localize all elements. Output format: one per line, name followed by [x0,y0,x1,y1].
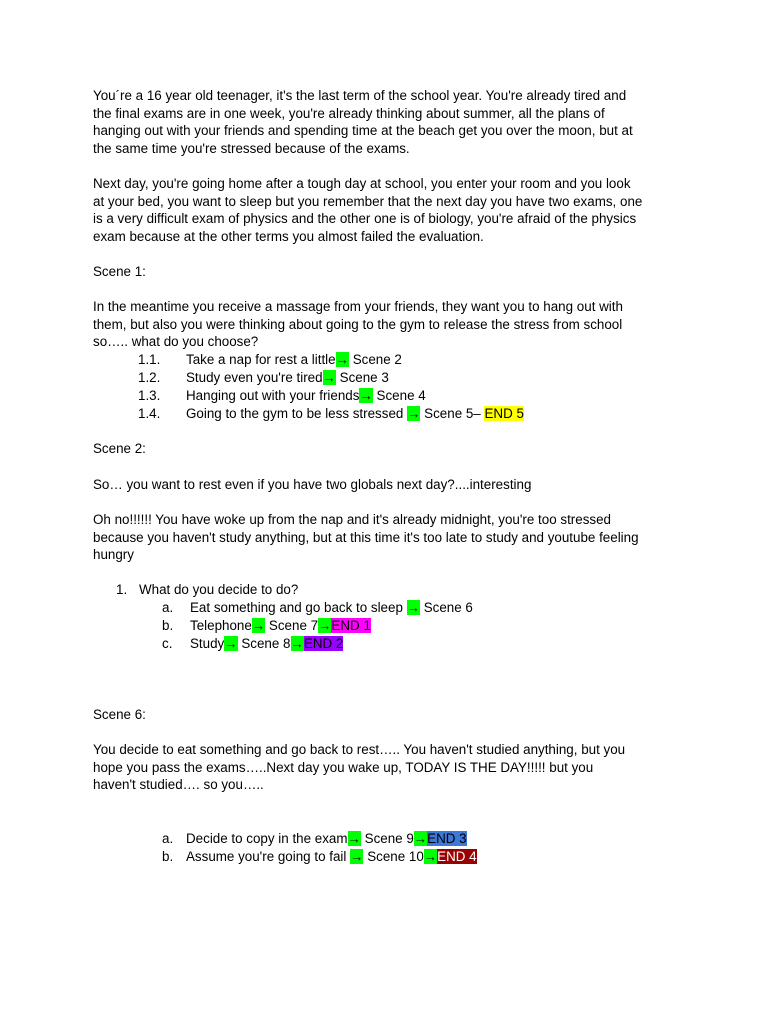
text-line: So… you want to rest even if you have two globals next day?....interesting [93,477,532,492]
arrow-icon: → [251,618,266,633]
option-number: 1.2. [138,370,161,385]
scene1-text [93,298,683,351]
option-target: Scene 3 [335,370,389,385]
end-badge: END 4 [437,849,477,864]
option-target: Scene 9 [360,831,414,846]
scene2-question [116,581,298,599]
text-line: because you haven't study anything, but at this time it's too late to study and youtube feeling [93,529,639,545]
arrow-icon: → [224,636,238,651]
intro-paragraph-1 [93,87,683,158]
text-line: at your bed, you want to sleep but you remember that the next day you have two exams, one [93,193,643,209]
option-target: Scene 4 [372,388,426,403]
scene6-option-b [162,848,477,866]
option-text: Eat something and go back to sleep [190,600,407,615]
arrow-icon: → [407,406,421,421]
scene2-option-a [162,599,473,617]
text-line: hungry [93,547,134,563]
arrow-icon: → [350,849,364,864]
heading-text: Scene 2: [93,441,146,456]
option-text: Decide to copy in the exam [186,831,348,846]
option-letter: a. [162,600,174,615]
text-line: so….. what do you choose? [93,334,259,350]
end-badge: END 1 [331,618,371,633]
option-text: Telephone [190,618,252,633]
scene1-option-2 [138,369,389,387]
heading-text: Scene 1: [93,264,146,279]
option-text: Assume you're going to fail [186,849,351,864]
scene1-option-4 [138,405,524,423]
arrow-icon: → [406,600,421,615]
option-number: 1.3. [138,388,161,403]
scene2-heading [93,440,683,458]
question-text: What do you decide to do? [139,582,299,597]
option-letter: a. [162,831,174,846]
end-badge: END 2 [303,636,344,651]
option-text: Hanging out with your friends [186,388,360,403]
scene2-option-b [162,617,371,635]
arrow-icon: → [322,370,336,385]
text-line: the same time you're stressed because of the exams. [93,141,410,157]
intro-paragraph-2 [93,175,683,246]
text-line: exam because at the other terms you almost failed the evaluation. [93,229,484,245]
text-line: is a very difficult exam of physics and the other one is of biology, you're afraid of the physics [93,211,637,227]
text-line: hope you pass the exams…..Next day you wake up, TODAY IS THE DAY!!!!! but you [93,759,594,775]
option-target: Scene 5– [420,406,485,421]
question-number: 1. [116,582,128,597]
arrow-icon: → [290,636,304,651]
arrow-icon: → [347,831,361,846]
scene6-heading [93,706,683,724]
text-line: them, but also you were thinking about going to the gym to release the stress from school [93,316,623,332]
arrow-icon: → [413,831,428,846]
scene2-option-c [162,635,343,653]
text-line: haven't studied…. so you….. [93,777,264,793]
option-target: Scene 2 [349,352,402,367]
text-line: You decide to eat something and go back to rest….. You haven't studied anything, but you [93,742,626,757]
text-line: Next day, you're going home after a tough day at school, you enter your room and you look [93,176,631,191]
end-badge: END 5 [484,406,524,421]
end-badge: END 3 [427,831,467,846]
scene6-text [93,741,683,794]
scene1-option-1 [138,351,402,369]
arrow-icon: → [335,352,349,367]
scene1-option-3 [138,387,426,405]
arrow-icon: → [423,849,438,864]
option-text: Take a nap for rest a little [186,352,336,367]
option-text: Going to the gym to be less stressed [186,406,408,421]
arrow-icon: → [359,388,373,403]
text-line: hanging out with your friends and spending time at the beach get you over the moon, but at [93,123,633,139]
option-target: Scene 7 [265,618,319,633]
option-target: Scene 6 [420,600,473,615]
option-number: 1.4. [138,406,161,421]
heading-text: Scene 6: [93,707,146,722]
option-text: Study [190,636,225,651]
option-number: 1.1. [138,352,161,367]
option-target: Scene 10 [363,849,424,864]
text-line: You´re a 16 year old teenager, it's the last term of the school year. You're already tired and [93,88,627,103]
option-letter: b. [162,618,174,633]
option-text: Study even you're tired [186,370,323,385]
scene1-heading [93,263,683,281]
option-target: Scene 8 [237,636,291,651]
option-letter: b. [162,849,174,864]
scene2-line1 [93,476,683,494]
option-letter: c. [162,636,173,651]
scene2-text [93,511,683,564]
text-line: In the meantime you receive a massage from your friends, they want you to hang out with [93,299,623,314]
arrow-icon: → [318,618,332,633]
text-line: Oh no!!!!!! You have woke up from the nap and it's already midnight, you're too stressed [93,512,611,527]
scene6-option-a [162,830,467,848]
text-line: the final exams are in one week, you're already thinking about summer, all the plans of [93,105,605,121]
